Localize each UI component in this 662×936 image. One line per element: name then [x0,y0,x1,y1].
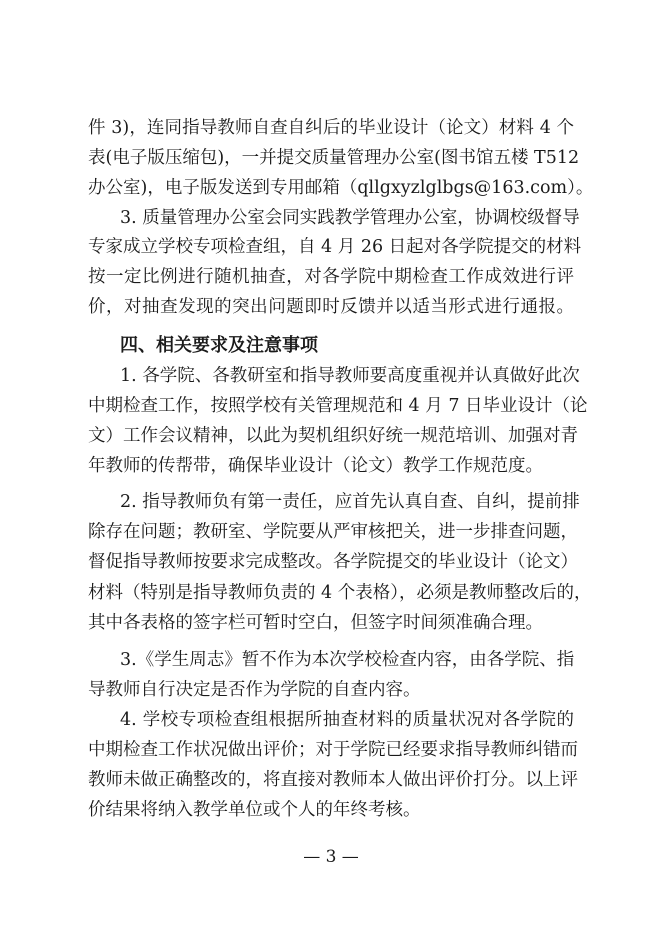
text-line: 中期检查工作，按照学校有关管理规范和 4 月 7 日毕业设计（论 [88,396,588,416]
text-line: 文）工作会议精神，以此为契机组织好统一规范培训、加强对青 [88,426,578,446]
text-line: 督促指导教师按要求完成整改。各学院提交的毕业设计（论文） [88,552,578,572]
text-line: 材料（特别是指导教师负责的 4 个表格），必须是教师整改后的， [88,583,592,603]
text-line: 2. 指导教师负有第一责任，应首先认真自查、自纠，提前排 [120,492,580,512]
page-number: — 3 — [303,847,359,867]
text-line: 价，对抽查发现的突出问题即时反馈并以适当形式进行通报。 [88,297,574,317]
text-line: 除存在问题；教研室、学院要从严审核把关，进一步排查问题， [88,522,578,542]
text-line: 办公室)，电子版发送到专用邮箱（qllgxyzlglbgs@163.com）。 [88,178,594,198]
text-line: 中期检查工作状况做出评价；对于学院已经要求指导教师纠错而 [88,740,578,760]
text-line: 件 3)，连同指导教师自查自纠后的毕业设计（论文）材料 4 个 [88,118,574,138]
text-line: 价结果将纳入教学单位或个人的年终考核。 [88,800,421,820]
text-line: 3.《学生周志》暂不作为本次学校检查内容，由各学院、指 [120,650,575,670]
text-line: 其中各表格的签字栏可暂时空白，但签字时间须准确合理。 [88,613,543,633]
text-line: 教师未做正确整改的，将直接对教师本人做出评价打分。以上评 [88,770,578,790]
text-line: 年教师的传帮带，确保毕业设计（论文）教学工作规范度。 [88,456,543,476]
text-line: 表(电子版压缩包)，一并提交质量管理办公室(图书馆五楼 T512 [88,148,580,168]
text-line: 导教师自行决定是否作为学院的自查内容。 [88,680,421,700]
text-line: 4. 学校专项检查组根据所抽查材料的质量状况对各学院的 [120,710,574,730]
text-line: 专家成立学校专项检查组，自 4 月 26 日起对各学院提交的材料 [88,237,582,257]
text-line: 按一定比例进行随机抽查，对各学院中期检查工作成效进行评 [88,267,574,287]
section-heading: 四、相关要求及注意事项 [120,335,318,356]
text-line: 1. 各学院、各教研室和指导教师要高度重视并认真做好此次 [120,366,580,386]
text-line: 3. 质量管理办公室会同实践教学管理办公室，协调校级督导 [120,208,580,228]
